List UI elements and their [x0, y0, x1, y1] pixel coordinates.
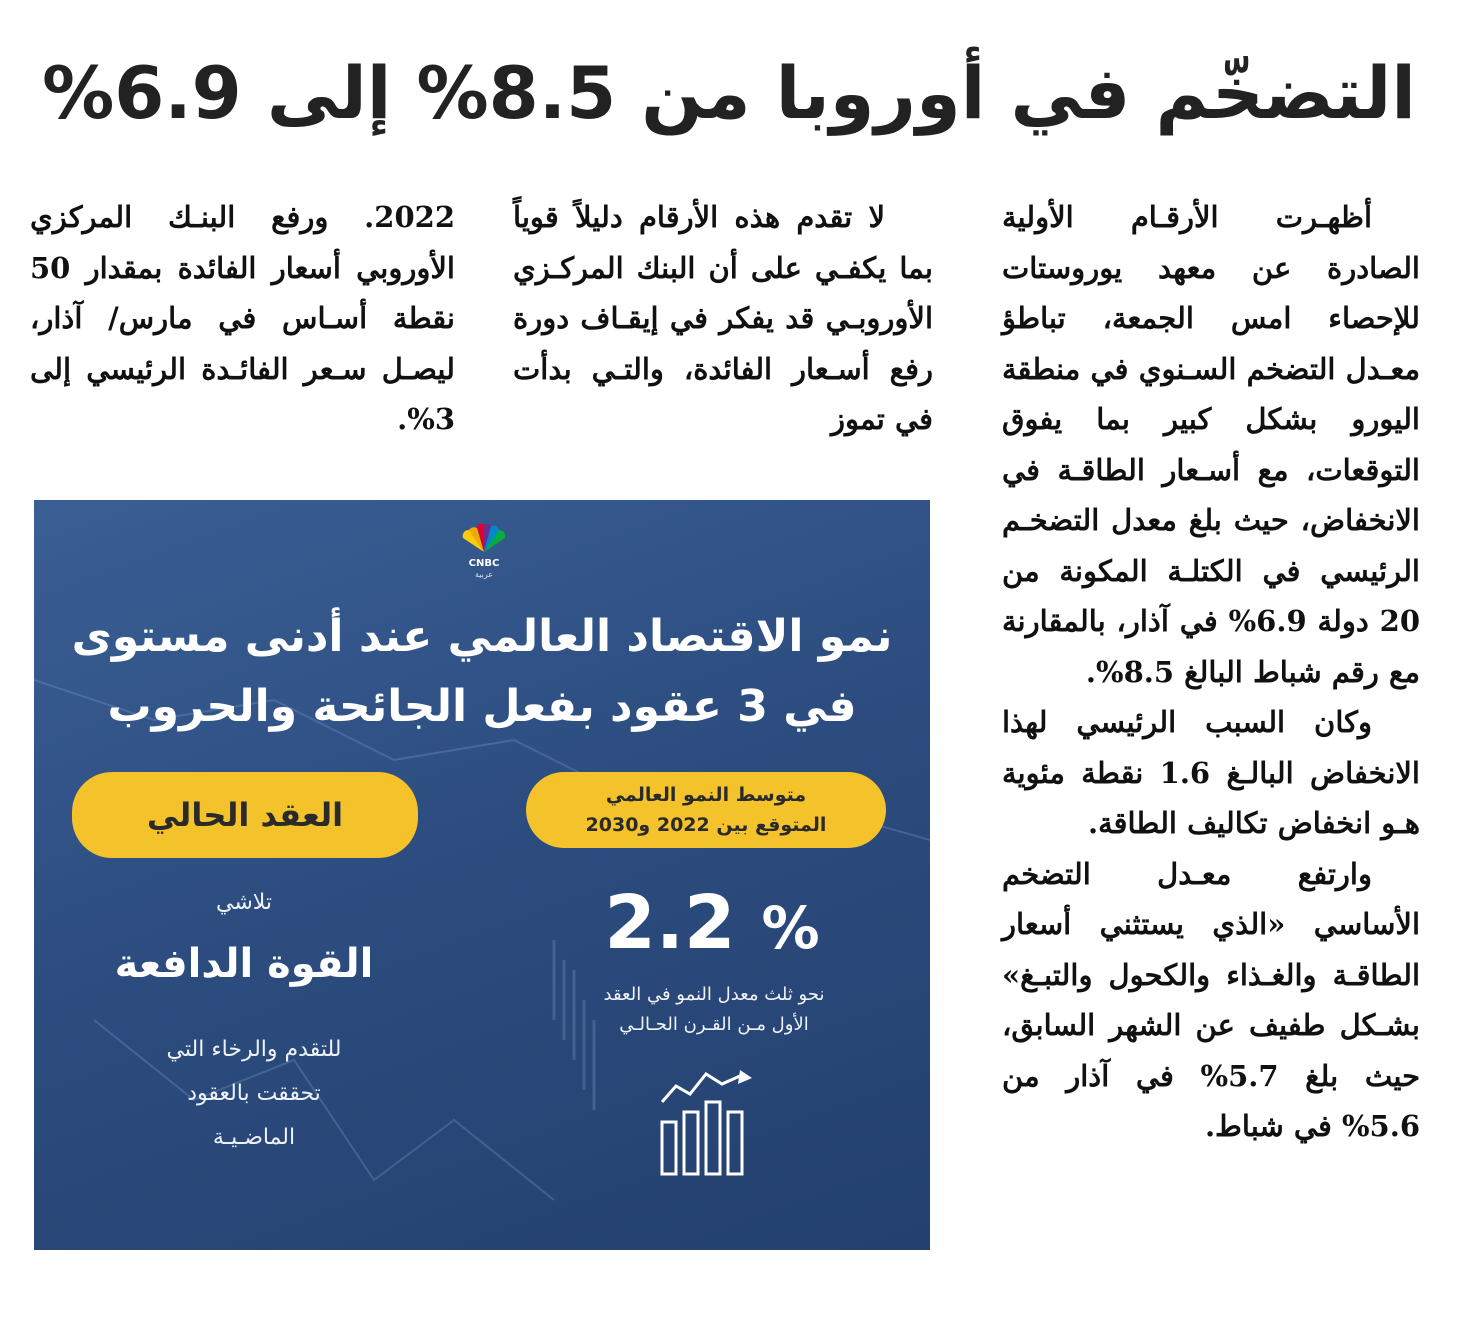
- growth-percent-sign: %: [761, 894, 820, 962]
- driving-force-caption: [94, 1028, 414, 1160]
- headline: التضخّم في أوروبا من 8.5% إلى 6.9%: [42, 51, 1416, 135]
- growth-figure: [592, 878, 832, 973]
- article-column-3: [30, 192, 455, 445]
- logo-subtext: عربية: [474, 570, 494, 579]
- current-decade-badge: العقد الحالي: [72, 772, 418, 858]
- article-column-1: [1002, 192, 1420, 1152]
- paragraph: لا تقدم هذه الأرقام دليلاً قوياً بما يكفـي على أن البنك المركـزي الأوروبـي قد يفكر في إيقـاف دورة رفع أسـعار الفائدة، والتـي بدأت في تموز: [513, 200, 933, 436]
- paragraph: وكان السبب الرئيسي لهذا الانخفاض البالـغ 1.6 نقطة مئوية هـو انخفاض تكاليف الطاقة.: [1002, 705, 1420, 840]
- cnbc-logo: [453, 524, 515, 580]
- caption-line: للتقدم والرخاء التي: [166, 1037, 342, 1062]
- caption-line: نحو ثلث معدل النمو في العقد: [603, 984, 825, 1005]
- badge-line-1: متوسط النمو العالمي: [605, 784, 807, 806]
- caption-line: الماضـيـة: [212, 1125, 296, 1150]
- caption-line: تحققت بالعقود: [187, 1081, 321, 1106]
- fade-label: تلاشي: [215, 890, 273, 915]
- caption-line: الأول مـن القـرن الحـالـي: [619, 1014, 809, 1035]
- declining-bars-icon: [654, 1062, 764, 1182]
- badge-line-2: المتوقع بين 2022 و2030: [585, 814, 827, 836]
- paragraph: أظهـرت الأرقـام الأولية الصادرة عن معهد يوروستات للإحصاء امس الجمعة، تباطؤ معـدل التضخم السـنوي في منطقة اليورو بشكل كبير بما يفوق التوقعات، مع أسـعار الطاقـة في الانخفاض، حيث بلغ معدل التضخـم الرئيسي في الكتلـة المكونة من 20 دولة 6.9% في آذار، بالمقارنة مع رقم شباط البالغ 8.5%.: [1002, 200, 1420, 689]
- article-column-2: [513, 192, 933, 445]
- infographic-title: نمو الاقتصاد العالمي عند أدنى مستوى في 3 عقود بفعل الجائحة والحروب: [71, 611, 893, 732]
- paragraph: 2022. ورفع البنـك المركزي الأوروبي أسعار الفائدة بمقدار 50 نقطة أسـاس في مارس/ آذار، ليصـل سـعر الفائـدة الرئيسي إلى 3%.: [30, 200, 455, 436]
- logo-text: CNBC: [468, 558, 500, 569]
- growth-value: 2.2: [604, 880, 736, 966]
- paragraph: وارتفع معـدل التضخم الأساسي «الذي يستثني أسعار الطاقـة والغـذاء والكحول والتبـغ» بشـكل طفيف عن الشهر السابق، حيث بلغ 5.7% في آذار من 5.6% في شباط.: [1002, 856, 1420, 1143]
- infographic: [34, 500, 930, 1250]
- peacock-icon: [461, 524, 507, 554]
- driving-force-label: القوة الدافعة: [114, 941, 374, 987]
- forecast-period-badge: [526, 772, 886, 848]
- growth-caption: [524, 980, 904, 1040]
